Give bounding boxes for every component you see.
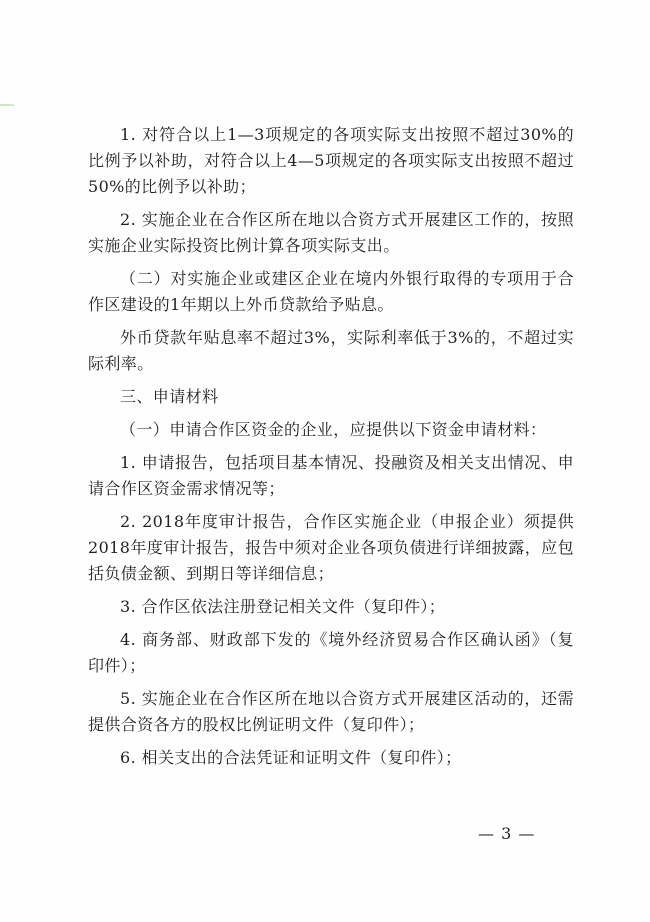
list-item-confirmation-letter: 4. 商务部、财政部下发的《境外经济贸易合作区确认函》（复印件）； [88,630,574,675]
page-number: — 3 — [478,824,536,843]
list-item-equity-proof: 5. 实施企业在合作区所在地以合资方式开展建区活动的，还需提供合资各方的股权比例证明文件（复印件）； [88,689,574,734]
list-item-audit: 2. 2018年度审计报告，合作区实施企业（申报企业）须提供2018年度审计报告，报告中须对企业各项负债进行详细披露，应包括负债金额、到期日等详细信息； [88,512,574,583]
list-item-registration: 3. 合作区依法注册登记相关文件（复印件）； [120,597,446,616]
paragraph-application-intro: （一）申请合作区资金的企业，应提供以下资金申请材料： [120,420,547,439]
list-item-vouchers: 6. 相关支出的合法凭证和证明文件（复印件）； [120,748,462,767]
paragraph-interest-rate: 外币贷款年贴息率不超过3%，实际利率低于3%的，不超过实际利率。 [88,328,574,373]
list-item-report: 1. 申请报告，包括项目基本情况、投融资及相关支出情况、申请合作区资金需求情况等； [88,453,574,498]
paragraph-loan-interest: （二）对实施企业或建区企业在境内外银行取得的专项用于合作区建设的1年期以上外币贷款给予贴息。 [88,269,574,314]
paragraph-subsidy-ratio: 1. 对符合以上1—3项规定的各项实际支出按照不超过30%的比例予以补助，对符合以上4—5项规定的各项实际支出按照不超过50%的比例予以补助； [88,125,574,196]
scan-edge-mark [0,104,14,106]
document-body [88,122,574,778]
section-heading: 三、申请材料 [120,387,219,406]
paragraph-joint-venture: 2. 实施企业在合作区所在地以合资方式开展建区工作的，按照实施企业实际投资比例计算各项实际支出。 [88,210,574,255]
